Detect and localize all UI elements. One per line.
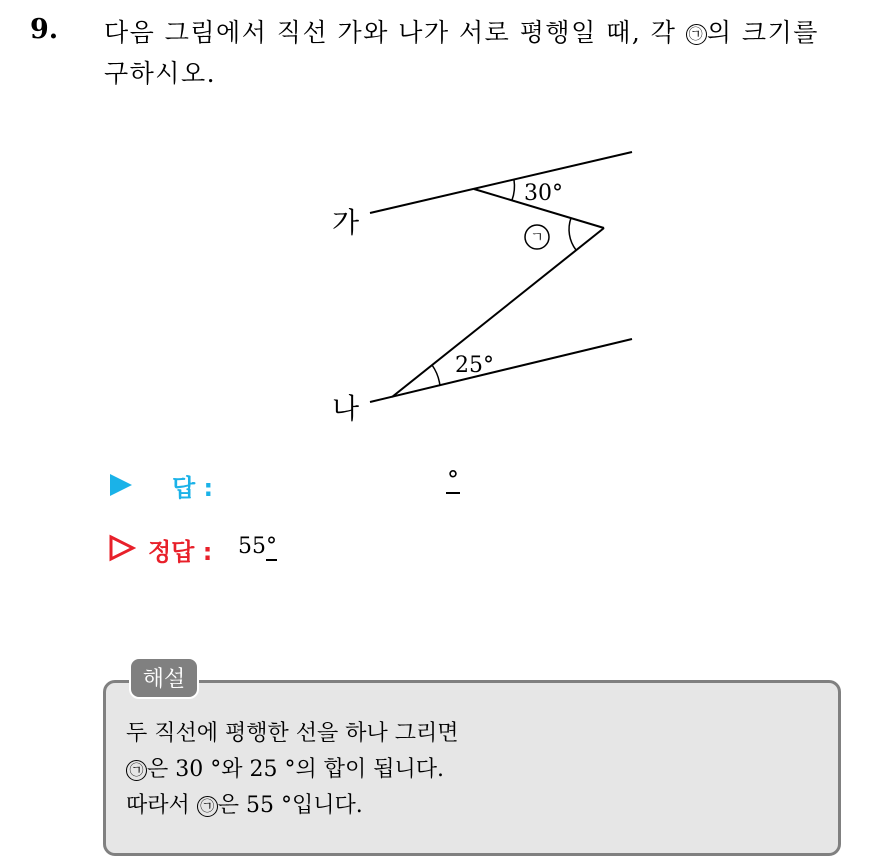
answer-label: 답 : — [172, 474, 214, 502]
question-text-line2: 구하시오. — [104, 59, 217, 88]
correct-unit: ° — [266, 534, 277, 559]
angle-arc-unknown — [569, 218, 576, 250]
line-label-ga: 가 — [332, 206, 360, 239]
angle-unknown-label: ㄱ — [530, 230, 544, 246]
correct-label: 정답 : — [148, 538, 213, 566]
explanation-tag: 해설 — [129, 657, 199, 699]
explanation-line-3-prefix: 따라서 — [126, 793, 197, 818]
angle-label-top: 30° — [524, 181, 563, 206]
correct-number: 55 — [238, 534, 266, 559]
answer-row — [108, 468, 608, 508]
correct-row — [108, 530, 608, 570]
line-na — [370, 339, 632, 402]
outline-arrow-icon — [108, 534, 136, 562]
answer-unit[interactable]: ° — [447, 466, 459, 494]
explanation-text — [126, 716, 459, 824]
question-number: 9. — [30, 14, 59, 45]
question-text-line1-part1: 다음 그림에서 직선 가와 나가 서로 평행일 때, 각 — [104, 18, 686, 47]
line-label-na: 나 — [332, 392, 360, 425]
circled-symbol: ㉠ — [197, 796, 218, 817]
circled-symbol: ㉠ — [126, 760, 147, 781]
play-arrow-icon — [108, 472, 134, 498]
angle-arc-top — [512, 180, 514, 200]
explanation-line-3 — [126, 788, 459, 824]
line-ga — [370, 152, 632, 213]
correct-value — [238, 534, 277, 559]
circled-symbol: ㉠ — [686, 24, 707, 45]
explanation-line-3-text: 은 55 °입니다. — [217, 793, 363, 818]
explanation-line-2-text: 은 30 °와 25 °의 합이 됩니다. — [147, 757, 444, 782]
question-text-line1-part2: 의 크기를 — [706, 18, 819, 47]
angle-label-bottom: 25° — [455, 353, 494, 378]
explanation-line-2 — [126, 752, 459, 788]
explanation-line-1: 두 직선에 평행한 선을 하나 그리면 — [126, 721, 459, 746]
angle-arc-bottom — [432, 365, 440, 386]
